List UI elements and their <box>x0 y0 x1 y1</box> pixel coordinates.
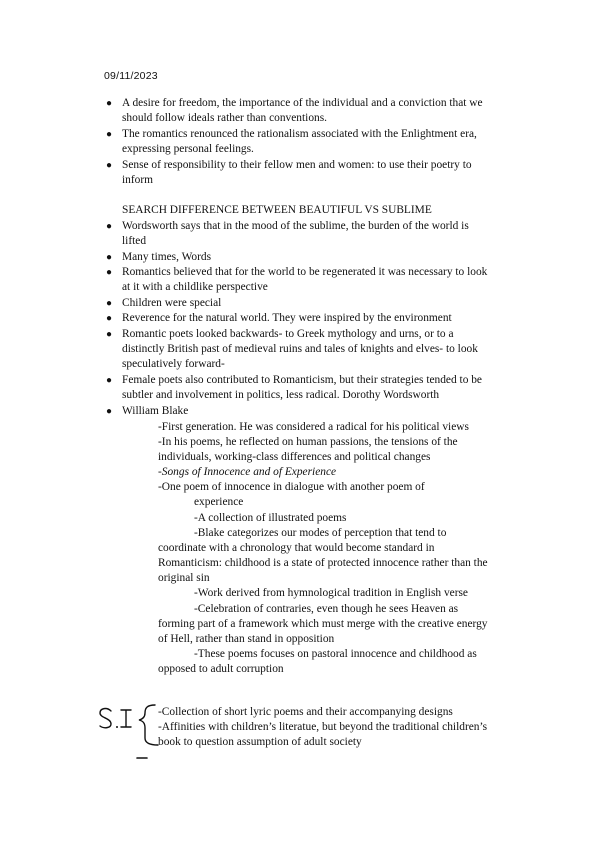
blake-note-line: -Celebration of contraries, even though he sees Heaven as <box>194 603 459 615</box>
blake-note-line: individuals, working-class differences and political changes <box>158 451 431 463</box>
si-note-line: book to question assumption of adult society <box>158 736 362 748</box>
blake-note-line: forming part of a framework which must merge with the creative energy <box>158 618 488 630</box>
bullet-marker: ● <box>106 221 113 232</box>
list-item-line: should follow ideals rather than conventions. <box>122 112 327 124</box>
list-item-line: Romantic poets looked backwards- to Greek mythology and urns, or to a <box>122 328 454 340</box>
blake-note-line: -Blake categorizes our modes of perception that tend to <box>194 527 447 539</box>
handwritten-annotation <box>95 698 165 768</box>
si-note-line: -Collection of short lyric poems and their accompanying designs <box>158 706 453 718</box>
si-note-line: -Affinities with children’s literatue, but beyond the traditional children’s <box>158 721 488 733</box>
handwritten-dot <box>116 726 118 728</box>
section-heading: SEARCH DIFFERENCE BETWEEN BEAUTIFUL VS SUBLIME <box>122 204 432 216</box>
blake-note-line: opposed to adult corruption <box>158 663 284 675</box>
blake-note-line: -In his poems, he reflected on human passions, the tensions of the <box>158 436 458 448</box>
bullet-marker: ● <box>106 375 113 386</box>
date: 09/11/2023 <box>104 70 158 82</box>
bullet-marker: ● <box>106 252 113 263</box>
list-item-line: expressing personal feelings. <box>122 143 254 155</box>
list-item-line: Sense of responsibility to their fellow men and women: to use their poetry to <box>122 159 472 171</box>
blake-note-line: -First generation. He was considered a radical for his political views <box>158 421 469 433</box>
list-item-line: subtler and involvement in politics, less radical. Dorothy Wordsworth <box>122 389 440 401</box>
bullet-marker: ● <box>106 267 113 278</box>
list-item-line: distinctly British past of medieval ruins and tales of knights and elves- to look <box>122 343 478 355</box>
list-item-line: The romantics renounced the rationalism associated with the Enlightment era, <box>122 128 477 140</box>
list-item-line: Wordsworth says that in the mood of the sublime, the burden of the world is <box>122 220 469 232</box>
list-item-line: at it with a childlike perspective <box>122 281 268 293</box>
blake-note-line: of Hell, rather than stand in opposition <box>158 633 335 645</box>
blake-note-line: Romanticism: childhood is a state of protected innocence rather than the <box>158 557 488 569</box>
blake-note-line: -These poems focuses on pastoral innocence and childhood as <box>194 648 477 660</box>
bullet-marker: ● <box>106 98 113 109</box>
blake-note-line: -One poem of innocence in dialogue with another poem of <box>158 481 425 493</box>
bullet-marker: ● <box>106 129 113 140</box>
handwritten-brace <box>139 705 158 745</box>
list-item-line: William Blake <box>122 405 189 417</box>
blake-note-line: -Songs of Innocence and of Experience <box>158 466 337 478</box>
blake-note-line: original sin <box>158 572 210 584</box>
list-item-line: Reverence for the natural world. They were inspired by the environment <box>122 312 452 324</box>
handwritten-s <box>100 709 111 728</box>
blake-note-line: experience <box>194 496 244 508</box>
list-item-line: inform <box>122 174 154 186</box>
blake-note-line: -Work derived from hymnological tradition in English verse <box>194 587 468 599</box>
bullet-marker: ● <box>106 406 113 417</box>
list-item-line: lifted <box>122 235 147 247</box>
list-item-line: speculatively forward- <box>122 358 225 370</box>
list-item-line: Many times, Words <box>122 251 212 263</box>
list-item-line: Children were special <box>122 297 222 309</box>
blake-note-line: coordinate with a chronology that would become standard in <box>158 542 435 554</box>
bullet-marker: ● <box>106 298 113 309</box>
handwritten-i <box>121 710 131 727</box>
list-item-line: Romantics believed that for the world to be regenerated it was necessary to look <box>122 266 488 278</box>
list-item-line: A desire for freedom, the importance of the individual and a conviction that we <box>122 97 483 109</box>
bullet-marker: ● <box>106 160 113 171</box>
bullet-marker: ● <box>106 329 113 340</box>
blake-note-line: -A collection of illustrated poems <box>194 512 347 524</box>
list-item-line: Female poets also contributed to Romanticism, but their strategies tended to be <box>122 374 482 386</box>
bullet-marker: ● <box>106 313 113 324</box>
